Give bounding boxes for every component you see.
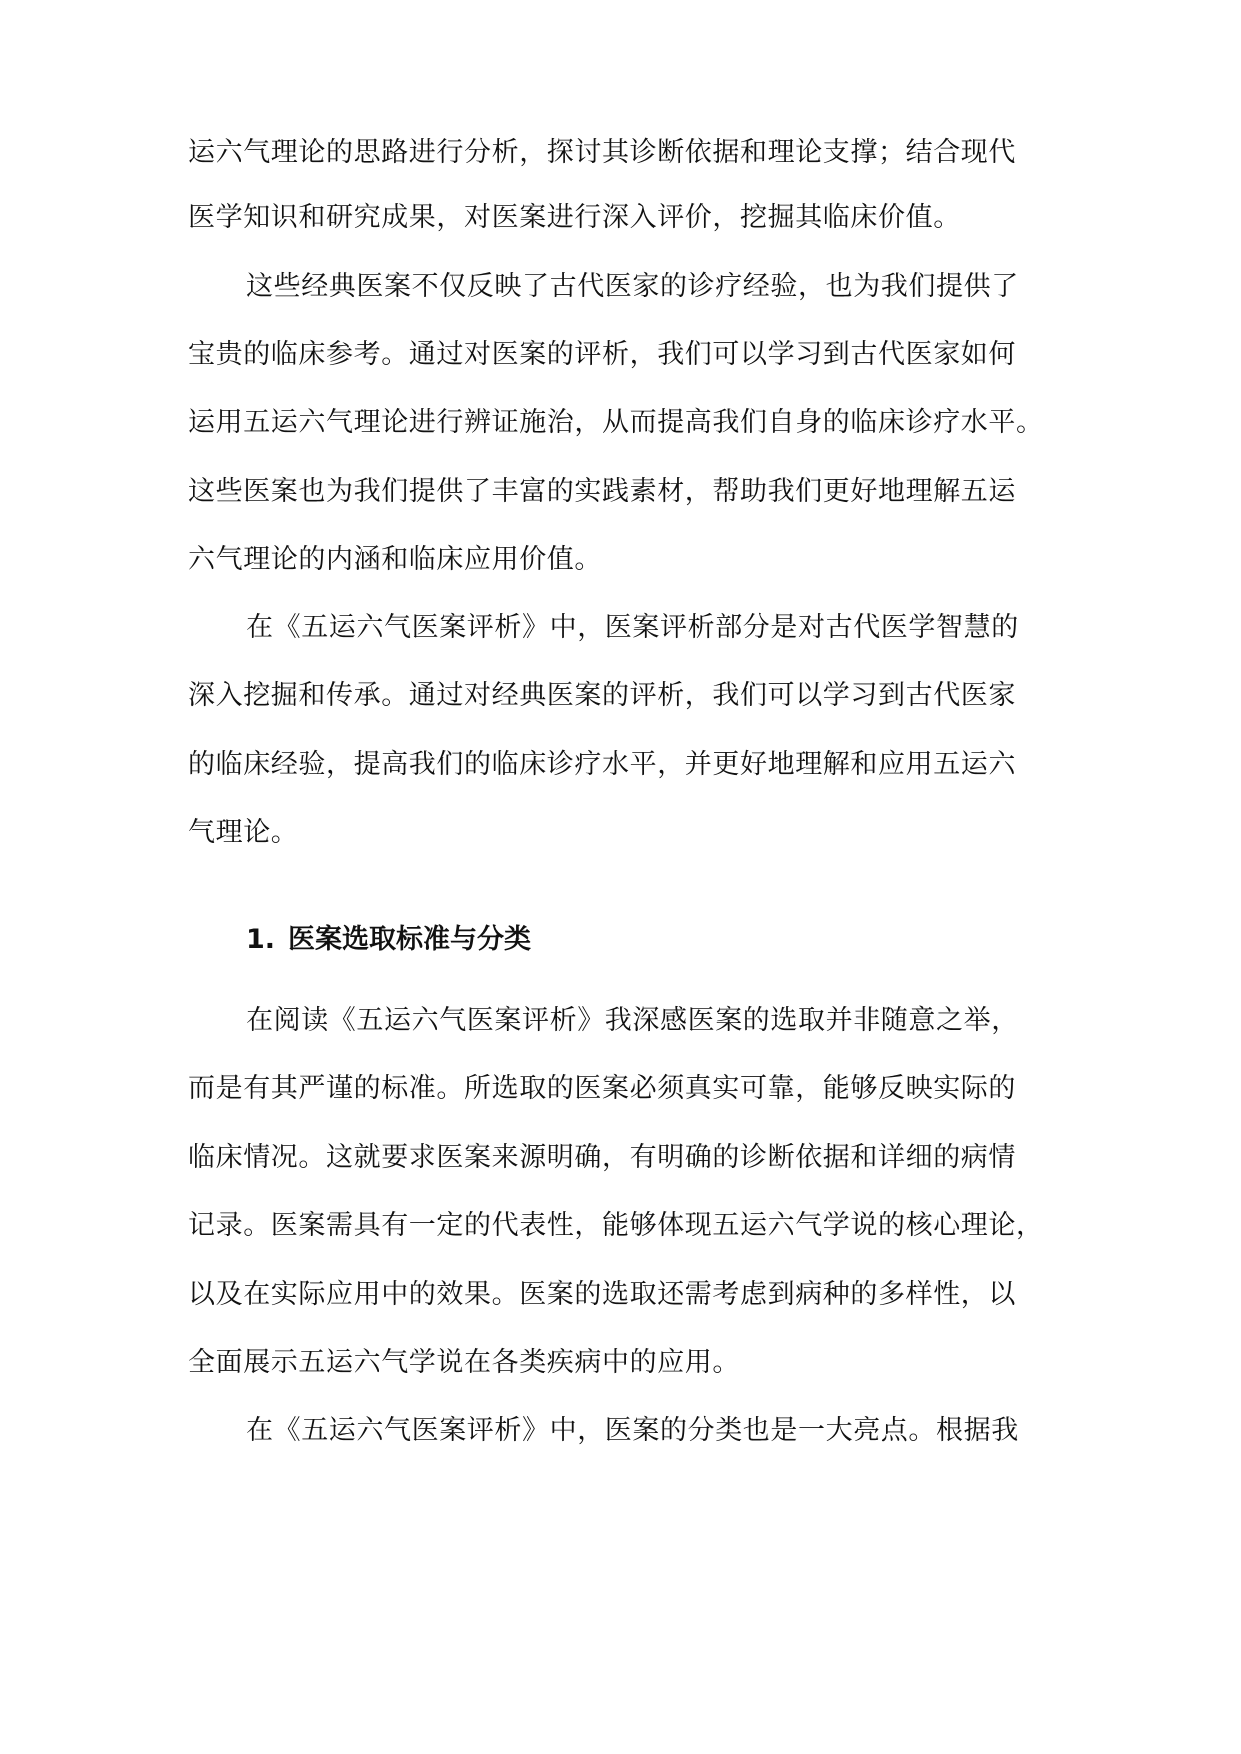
paragraph-line: 六气理论的内涵和临床应用价值。 [188,544,602,575]
paragraph-line: 深入挖掘和传承。通过对经典医案的评析，我们可以学习到古代医家 [188,680,1016,711]
paragraph-line: 这些医案也为我们提供了丰富的实践素材，帮助我们更好地理解五运 [188,476,1016,507]
paragraph-line: 在《五运六气医案评析》中，医案的分类也是一大亮点。根据我 [246,1415,1019,1446]
paragraph-line: 医学知识和研究成果，对医案进行深入评价，挖掘其临床价值。 [188,202,961,233]
paragraph-line: 全面展示五运六气学说在各类疾病中的应用。 [188,1347,740,1378]
paragraph-line: 在《五运六气医案评析》中，医案评析部分是对古代医学智慧的 [246,612,1019,643]
section-number: 1. [246,924,276,955]
paragraph-line: 的临床经验，提高我们的临床诊疗水平，并更好地理解和应用五运六 [188,749,1016,780]
paragraph-line: 宝贵的临床参考。通过对医案的评析，我们可以学习到古代医家如何 [188,339,1016,370]
paragraph-line: 而是有其严谨的标准。所选取的医案必须真实可靠，能够反映实际的 [188,1073,1016,1104]
paragraph-line: 运六气理论的思路进行分析，探讨其诊断依据和理论支撑；结合现代 [188,137,1016,168]
paragraph-line: 这些经典医案不仅反映了古代医家的诊疗经验，也为我们提供了 [246,271,1019,302]
paragraph-line: 在阅读《五运六气医案评析》我深感医案的选取并非随意之举， [246,1005,1019,1036]
paragraph-line: 气理论。 [188,817,299,848]
paragraph-line: 以及在实际应用中的效果。医案的选取还需考虑到病种的多样性，以 [188,1279,1016,1310]
paragraph-line: 记录。医案需具有一定的代表性，能够体现五运六气学说的核心理论， [188,1210,1044,1241]
paragraph-line: 运用五运六气理论进行辨证施治，从而提高我们自身的临床诊疗水平。 [188,407,1044,438]
paragraph-line: 临床情况。这就要求医案来源明确，有明确的诊断依据和详细的病情 [188,1142,1016,1173]
section-heading [246,924,531,956]
section-title: 医案选取标准与分类 [288,924,531,955]
